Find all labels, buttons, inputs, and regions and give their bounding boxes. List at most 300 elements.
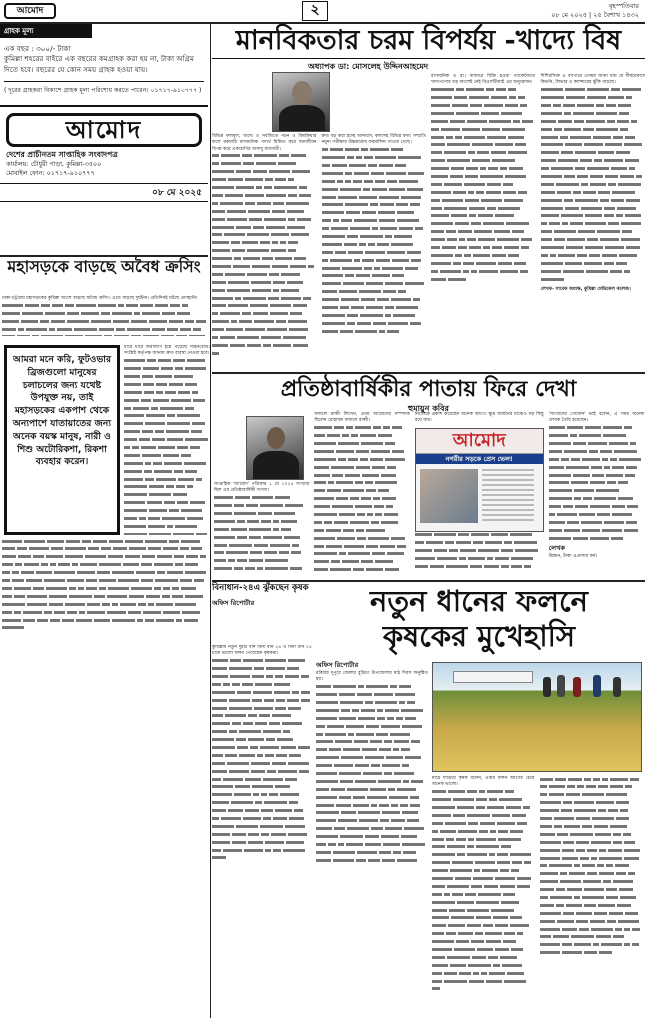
text-line-placeholder xyxy=(57,328,72,331)
text-line-placeholder xyxy=(356,156,362,159)
text-line-placeholder xyxy=(272,241,278,244)
text-line-placeholder xyxy=(190,446,200,449)
text-line-placeholder xyxy=(101,547,111,550)
text-line-placeholder xyxy=(339,290,357,293)
text-line-placeholder xyxy=(619,458,641,461)
text-line-placeholder xyxy=(232,833,246,836)
text-line-placeholder xyxy=(478,549,499,552)
text-line-placeholder xyxy=(250,551,262,554)
text-line-placeholder xyxy=(289,754,301,757)
text-line-placeholder xyxy=(382,811,400,814)
text-line-placeholder xyxy=(399,701,405,704)
text-line-placeholder xyxy=(504,199,523,202)
text-line-placeholder xyxy=(351,434,358,437)
text-line-placeholder xyxy=(249,559,263,562)
text-line-placeholder xyxy=(132,446,139,449)
text-line-placeholder xyxy=(229,544,252,547)
text-line-placeholder xyxy=(626,466,637,469)
text-line-placeholder xyxy=(345,203,368,206)
text-line-placeholder xyxy=(582,825,592,828)
text-line-placeholder xyxy=(289,801,298,804)
text-line-placeholder xyxy=(175,367,183,370)
text-line-placeholder xyxy=(388,788,395,791)
text-line-placeholder xyxy=(269,722,280,725)
text-line-placeholder xyxy=(465,199,479,202)
text-line-placeholder xyxy=(251,281,271,284)
text-line-placeholder xyxy=(564,112,571,115)
text-line-placeholder xyxy=(139,438,150,441)
text-line-placeholder xyxy=(185,470,197,473)
text-line-placeholder xyxy=(599,857,622,860)
text-line-placeholder xyxy=(212,833,230,836)
text-line-placeholder xyxy=(540,896,548,899)
text-line-placeholder xyxy=(301,691,310,694)
text-line-placeholder xyxy=(359,819,378,822)
text-line-placeholder xyxy=(248,833,259,836)
text-line-placeholder xyxy=(286,841,304,844)
text-line-placeholder xyxy=(391,804,398,807)
text-line-placeholder xyxy=(285,504,303,507)
text-line-placeholder xyxy=(604,159,623,162)
text-line-placeholder xyxy=(2,320,19,323)
text-line-placeholder xyxy=(336,450,354,453)
text-line-placeholder xyxy=(292,691,299,694)
text-line-placeholder xyxy=(212,328,224,331)
text-line-placeholder xyxy=(339,693,355,696)
text-line-placeholder xyxy=(500,270,518,273)
text-line-placeholder xyxy=(291,154,306,157)
text-line-placeholder xyxy=(490,830,496,833)
text-line-placeholder xyxy=(212,722,230,725)
text-line-placeholder xyxy=(112,619,135,622)
text-line-placeholder xyxy=(607,120,615,123)
text-line-placeholder xyxy=(585,214,602,217)
text-line-placeholder xyxy=(155,579,178,582)
text-line-placeholder xyxy=(192,422,205,425)
text-line-placeholder xyxy=(24,563,39,566)
text-line-placeholder xyxy=(549,474,571,477)
text-line-placeholder xyxy=(102,603,110,606)
text-line-placeholder xyxy=(346,211,360,214)
text-line-placeholder xyxy=(562,928,577,931)
text-line-placeholder xyxy=(279,154,289,157)
text-line-placeholder xyxy=(212,344,228,347)
text-line-placeholder xyxy=(473,254,490,257)
text-line-placeholder xyxy=(489,853,495,856)
issue-date: ০৮ মে ২০২৫ xyxy=(0,183,208,202)
text-line-placeholder xyxy=(212,801,229,804)
text-line-placeholder xyxy=(468,151,475,154)
text-line-placeholder xyxy=(225,273,245,276)
text-line-placeholder xyxy=(405,267,418,270)
text-line-placeholder xyxy=(265,841,284,844)
text-line-placeholder xyxy=(432,798,451,801)
text-line-placeholder xyxy=(338,843,344,846)
text-line-placeholder xyxy=(193,328,201,331)
text-line-placeholder xyxy=(456,112,479,115)
text-line-placeholder xyxy=(489,120,511,123)
text-line-placeholder xyxy=(549,864,572,867)
text-line-placeholder xyxy=(575,151,596,154)
text-line-placeholder xyxy=(373,426,381,429)
text-line-placeholder xyxy=(584,904,596,907)
text-line-placeholder xyxy=(554,238,565,241)
text-line-placeholder xyxy=(432,869,448,872)
text-line-placeholder xyxy=(372,274,390,277)
lead-byline: অধ্যাপক ডা: মোসলেহ উদ্দিনআহমেদ xyxy=(308,62,429,71)
text-line-placeholder xyxy=(155,375,172,378)
text-line-placeholder xyxy=(212,226,234,229)
text-line-placeholder xyxy=(371,172,384,175)
text-line-placeholder xyxy=(279,551,289,554)
text-line-placeholder xyxy=(351,306,364,309)
text-line-placeholder xyxy=(322,314,345,317)
text-line-placeholder xyxy=(577,254,587,257)
text-line-placeholder xyxy=(357,851,377,854)
text-line-placeholder xyxy=(467,120,487,123)
text-line-placeholder xyxy=(476,901,499,904)
text-line-placeholder xyxy=(487,183,501,186)
text-line-placeholder xyxy=(124,399,139,402)
text-line-placeholder xyxy=(452,104,468,107)
text-line-placeholder xyxy=(391,298,411,301)
lead-author-credit: লেখক- সাবেক অধ্যক্ষ, কুমিল্লা মেডিকেল কলেজ। xyxy=(540,286,631,292)
text-line-placeholder xyxy=(174,555,184,558)
text-line-placeholder xyxy=(276,320,286,323)
text-line-placeholder xyxy=(146,595,160,598)
text-line-placeholder xyxy=(541,262,563,265)
text-line-placeholder xyxy=(444,972,457,975)
text-line-placeholder xyxy=(365,843,381,846)
text-line-placeholder xyxy=(540,809,559,812)
text-line-placeholder xyxy=(475,861,495,864)
text-line-placeholder xyxy=(347,156,354,159)
text-line-placeholder xyxy=(146,414,165,417)
text-line-placeholder xyxy=(358,717,375,720)
text-line-placeholder xyxy=(18,555,31,558)
text-line-placeholder xyxy=(252,675,264,678)
text-line-placeholder xyxy=(172,587,179,590)
text-line-placeholder xyxy=(266,226,285,229)
text-line-placeholder xyxy=(229,707,252,710)
text-line-placeholder xyxy=(175,563,183,566)
text-line-placeholder xyxy=(245,328,265,331)
anniversary-credit-org: উন্নয়ন, টাকা এপ্রাসার ফর্ম। xyxy=(548,553,598,559)
text-line-placeholder xyxy=(274,683,290,686)
text-line-placeholder xyxy=(124,517,137,520)
text-line-placeholder xyxy=(632,928,640,931)
text-line-placeholder xyxy=(133,407,149,410)
text-line-placeholder xyxy=(316,756,339,759)
text-line-placeholder xyxy=(237,746,248,749)
text-line-placeholder xyxy=(287,226,305,229)
text-line-placeholder xyxy=(576,920,588,923)
text-line-placeholder xyxy=(568,778,582,781)
text-line-placeholder xyxy=(582,896,604,899)
text-line-placeholder xyxy=(477,948,493,951)
text-line-placeholder xyxy=(348,552,370,555)
text-line-placeholder xyxy=(630,778,639,781)
text-line-placeholder xyxy=(235,297,241,300)
text-line-placeholder xyxy=(464,254,471,257)
paddy-reporter-2: অফিস রিপোর্টার xyxy=(316,661,359,669)
lead-para: রাসায়নিক ও রং। বাজারে বিক্রি হওয়া প্যাকেটজাত খাদ্যপণ্যের বড় অংশেই নেই বিএসটিআই এর অনুমোদন। xyxy=(431,74,536,86)
text-line-placeholder xyxy=(389,796,408,799)
text-line-placeholder xyxy=(431,199,440,202)
text-line-placeholder xyxy=(230,675,250,678)
text-line-placeholder xyxy=(431,128,439,131)
text-line-placeholder xyxy=(580,857,589,860)
text-line-placeholder xyxy=(411,780,423,783)
text-line-placeholder xyxy=(166,430,189,433)
text-line-placeholder xyxy=(448,790,465,793)
text-line-placeholder xyxy=(112,312,132,315)
text-line-placeholder xyxy=(372,227,378,230)
text-line-placeholder xyxy=(386,756,403,759)
text-line-placeholder xyxy=(322,274,343,277)
text-line-placeholder xyxy=(316,811,339,814)
text-line-placeholder xyxy=(603,434,626,437)
text-line-placeholder xyxy=(2,603,25,606)
text-line-placeholder xyxy=(576,817,590,820)
text-line-placeholder xyxy=(571,458,580,461)
text-line-placeholder xyxy=(523,806,530,809)
text-line-placeholder xyxy=(220,312,240,315)
text-line-placeholder xyxy=(549,458,559,461)
text-line-placeholder xyxy=(455,222,469,225)
text-line-placeholder xyxy=(467,790,477,793)
text-line-placeholder xyxy=(570,434,577,437)
text-line-placeholder xyxy=(148,603,154,606)
text-line-placeholder xyxy=(472,956,486,959)
text-line-placeholder xyxy=(245,778,261,781)
text-line-placeholder xyxy=(14,611,21,614)
text-line-placeholder xyxy=(338,196,357,199)
text-line-placeholder xyxy=(465,893,476,896)
text-line-placeholder xyxy=(383,426,390,429)
text-line-placeholder xyxy=(189,335,205,336)
text-line-placeholder xyxy=(342,560,359,563)
text-line-placeholder xyxy=(243,817,261,820)
text-line-placeholder xyxy=(541,104,551,107)
text-line-placeholder xyxy=(322,172,343,175)
text-line-placeholder xyxy=(553,104,561,107)
text-line-placeholder xyxy=(541,175,562,178)
text-line-placeholder xyxy=(353,180,362,183)
text-line-placeholder xyxy=(354,172,369,175)
text-line-placeholder xyxy=(237,691,251,694)
text-line-placeholder xyxy=(626,246,640,249)
text-line-placeholder xyxy=(294,809,303,812)
text-line-placeholder xyxy=(25,304,39,307)
text-line-placeholder xyxy=(360,434,376,437)
text-line-placeholder xyxy=(590,175,603,178)
text-line-placeholder xyxy=(432,940,454,943)
text-line-placeholder xyxy=(157,571,165,574)
text-line-placeholder xyxy=(370,458,383,461)
text-line-placeholder xyxy=(246,504,258,507)
text-line-placeholder xyxy=(405,282,424,285)
text-line-placeholder xyxy=(394,235,412,238)
text-line-placeholder xyxy=(236,825,258,828)
text-line-placeholder xyxy=(247,273,267,276)
text-line-placeholder xyxy=(2,555,16,558)
text-line-placeholder xyxy=(573,191,581,194)
text-line-placeholder xyxy=(590,481,605,484)
text-line-placeholder xyxy=(160,407,183,410)
text-line-placeholder xyxy=(555,778,566,781)
text-line-placeholder xyxy=(283,336,306,339)
text-line-placeholder xyxy=(270,304,291,307)
text-line-placeholder xyxy=(340,188,361,191)
text-line-placeholder xyxy=(432,987,440,990)
text-line-placeholder xyxy=(112,603,118,606)
text-line-placeholder xyxy=(604,521,624,524)
text-line-placeholder xyxy=(625,159,639,162)
text-line-placeholder xyxy=(469,207,485,210)
text-line-placeholder xyxy=(619,112,629,115)
text-line-placeholder xyxy=(243,297,266,300)
text-line-placeholder xyxy=(363,772,382,775)
text-line-placeholder xyxy=(565,143,582,146)
text-line-placeholder xyxy=(566,246,583,249)
text-line-placeholder xyxy=(124,414,144,417)
text-line-placeholder xyxy=(553,935,569,938)
text-line-placeholder xyxy=(239,730,261,733)
text-line-placeholder xyxy=(556,904,564,907)
text-line-placeholder xyxy=(619,254,637,257)
text-line-placeholder xyxy=(540,817,552,820)
text-line-placeholder xyxy=(631,120,637,123)
text-line-placeholder xyxy=(212,170,234,173)
text-line-placeholder xyxy=(275,675,283,678)
text-line-placeholder xyxy=(608,96,624,99)
text-line-placeholder xyxy=(245,202,255,205)
text-line-placeholder xyxy=(606,896,618,899)
text-line-placeholder xyxy=(621,238,640,241)
text-line-placeholder xyxy=(171,399,191,402)
text-line-placeholder xyxy=(143,335,159,336)
text-line-placeholder xyxy=(450,964,466,967)
text-line-placeholder xyxy=(480,167,486,170)
text-line-placeholder xyxy=(434,533,456,536)
text-line-placeholder xyxy=(264,551,277,554)
text-line-placeholder xyxy=(432,901,455,904)
text-line-placeholder xyxy=(541,112,562,115)
text-line-placeholder xyxy=(624,426,632,429)
text-line-placeholder xyxy=(79,611,85,614)
text-line-placeholder xyxy=(541,159,556,162)
text-line-placeholder xyxy=(21,571,34,574)
text-line-placeholder xyxy=(362,211,376,214)
text-line-placeholder xyxy=(540,841,561,844)
text-line-placeholder xyxy=(567,238,585,241)
text-line-placeholder xyxy=(431,270,438,273)
text-line-placeholder xyxy=(521,238,532,241)
text-line-placeholder xyxy=(431,143,445,146)
text-line-placeholder xyxy=(594,912,607,915)
text-line-placeholder xyxy=(571,481,588,484)
text-line-placeholder xyxy=(239,754,255,757)
text-line-placeholder xyxy=(557,191,571,194)
text-line-placeholder xyxy=(575,505,588,508)
text-line-placeholder xyxy=(415,557,435,560)
text-line-placeholder xyxy=(605,246,624,249)
text-line-placeholder xyxy=(196,478,202,481)
text-line-placeholder xyxy=(467,845,474,848)
text-line-placeholder xyxy=(156,619,174,622)
text-line-placeholder xyxy=(237,536,247,539)
text-line-placeholder xyxy=(212,186,234,189)
text-line-placeholder xyxy=(124,533,147,535)
text-line-placeholder xyxy=(487,207,496,210)
text-line-placeholder xyxy=(334,764,353,767)
text-line-placeholder xyxy=(549,529,562,532)
text-line-placeholder xyxy=(314,537,335,540)
page-header xyxy=(0,0,645,22)
text-line-placeholder xyxy=(214,528,229,531)
text-line-placeholder xyxy=(518,191,527,194)
text-line-placeholder xyxy=(358,811,380,814)
text-line-placeholder xyxy=(124,446,130,449)
text-line-placeholder xyxy=(573,474,590,477)
text-line-placeholder xyxy=(565,88,585,91)
text-line-placeholder xyxy=(570,833,593,836)
text-line-placeholder xyxy=(384,740,392,743)
text-line-placeholder xyxy=(340,835,363,838)
text-line-placeholder xyxy=(497,853,508,856)
text-line-placeholder xyxy=(604,262,614,265)
text-line-placeholder xyxy=(562,849,574,852)
text-line-placeholder xyxy=(114,335,129,336)
text-line-placeholder xyxy=(118,579,139,582)
text-line-placeholder xyxy=(288,194,297,197)
text-line-placeholder xyxy=(12,579,24,582)
text-line-placeholder xyxy=(365,251,385,254)
text-line-placeholder xyxy=(587,872,597,875)
text-line-placeholder xyxy=(343,748,360,751)
text-line-placeholder xyxy=(504,980,526,983)
text-line-placeholder xyxy=(316,859,331,862)
text-line-placeholder xyxy=(2,571,10,574)
text-line-placeholder xyxy=(462,128,480,131)
text-line-placeholder xyxy=(399,227,413,230)
page-number: ২ xyxy=(302,1,328,21)
text-line-placeholder xyxy=(606,888,617,891)
text-line-placeholder xyxy=(517,885,530,888)
text-line-placeholder xyxy=(27,595,47,598)
text-line-placeholder xyxy=(214,504,232,507)
text-line-placeholder xyxy=(540,864,547,867)
text-line-placeholder xyxy=(212,249,230,252)
text-line-placeholder xyxy=(371,827,383,830)
text-line-placeholder xyxy=(260,746,279,749)
text-line-placeholder xyxy=(308,265,314,268)
text-line-placeholder xyxy=(584,778,591,781)
text-line-placeholder xyxy=(540,801,561,804)
text-line-placeholder xyxy=(229,699,250,702)
text-line-placeholder xyxy=(237,520,245,523)
text-line-placeholder xyxy=(540,904,554,907)
text-line-placeholder xyxy=(167,438,183,441)
text-line-placeholder xyxy=(187,517,203,520)
text-line-placeholder xyxy=(49,603,63,606)
text-line-placeholder xyxy=(258,512,272,515)
text-line-placeholder xyxy=(480,822,495,825)
text-line-placeholder xyxy=(350,497,359,500)
text-line-placeholder xyxy=(540,920,555,923)
text-line-placeholder xyxy=(431,88,454,91)
